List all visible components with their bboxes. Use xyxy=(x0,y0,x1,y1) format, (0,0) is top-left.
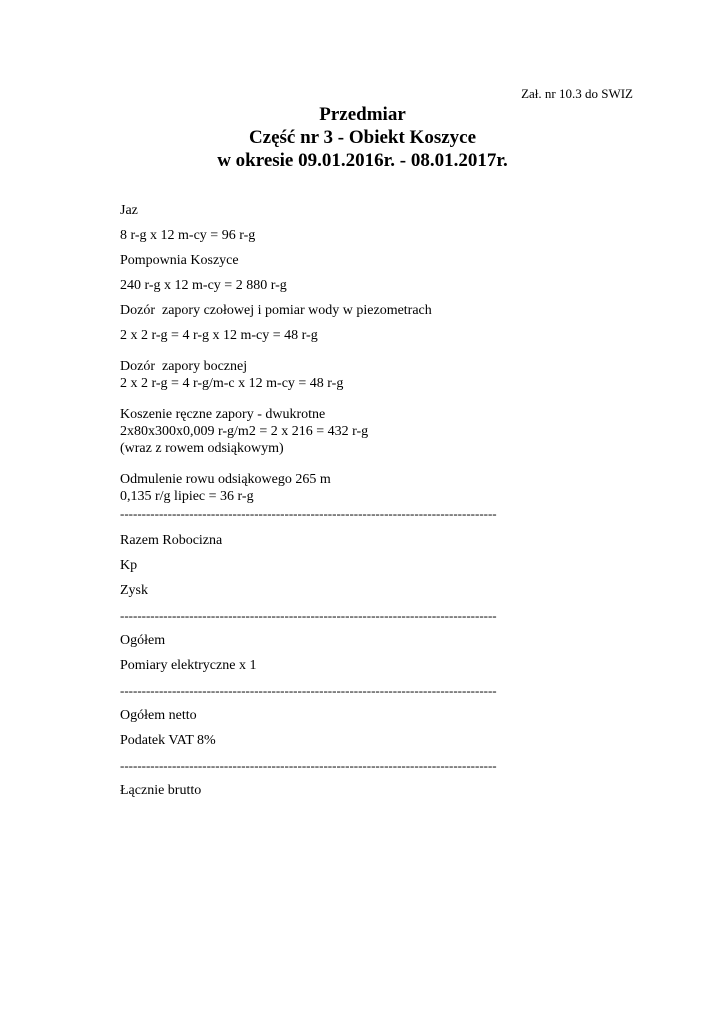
item-dozor-bocznej xyxy=(120,358,560,392)
document-title: Przedmiar xyxy=(319,104,406,125)
separator-line: --------------------------------------------------------------------------------------- xyxy=(120,608,497,623)
item-odmulenie xyxy=(120,471,560,505)
summary-pomiary: Pomiary elektryczne x 1 xyxy=(120,658,257,673)
item-dozor-czolowej-calc: 2 x 2 r-g = 4 r-g x 12 m-cy = 48 r-g xyxy=(120,328,318,343)
document-subtitle: Część nr 3 - Obiekt Koszyce xyxy=(248,127,477,148)
item-jaz-calc: 8 r-g x 12 m-cy = 96 r-g xyxy=(120,228,256,243)
document-body xyxy=(120,202,560,807)
summary-razem: Razem Robocizna xyxy=(120,533,223,548)
item-koszenie-label: Koszenie ręczne zapory - dwukrotne xyxy=(120,407,326,422)
summary-kp: Kp xyxy=(120,558,138,573)
separator-line: --------------------------------------------------------------------------------------- xyxy=(120,506,497,521)
item-odmulenie-label: Odmulenie rowu odsiąkowego 265 m xyxy=(120,472,331,487)
item-dozor-bocznej-calc: 2 x 2 r-g = 4 r-g/m-c x 12 m-cy = 48 r-g xyxy=(120,376,344,391)
document-period: w okresie 09.01.2016r. - 08.01.2017r. xyxy=(217,150,508,171)
summary-vat: Podatek VAT 8% xyxy=(120,733,216,748)
summary-brutto: Łącznie brutto xyxy=(120,783,202,798)
annex-note: Zał. nr 10.3 do SWIZ xyxy=(521,86,633,101)
item-pompownia-calc: 240 r-g x 12 m-cy = 2 880 r-g xyxy=(120,278,287,293)
title-block xyxy=(0,103,725,172)
item-odmulenie-calc: 0,135 r/g lipiec = 36 r-g xyxy=(120,489,254,504)
item-dozor-czolowej-label: Dozór zapory czołowej i pomiar wody w piezometrach xyxy=(120,303,432,318)
summary-ogolem: Ogółem xyxy=(120,633,166,648)
summary-zysk: Zysk xyxy=(120,583,148,598)
item-koszenie-calc: 2x80x300x0,009 r-g/m2 = 2 x 216 = 432 r-g xyxy=(120,424,369,439)
item-jaz-label: Jaz xyxy=(120,203,138,218)
summary-ogolem-netto: Ogółem netto xyxy=(120,708,197,723)
separator-line: --------------------------------------------------------------------------------------- xyxy=(120,758,497,773)
item-dozor-bocznej-label: Dozór zapory bocznej xyxy=(120,359,248,374)
separator-line: --------------------------------------------------------------------------------------- xyxy=(120,683,497,698)
item-pompownia-label: Pompownia Koszyce xyxy=(120,253,239,268)
item-koszenie xyxy=(120,406,560,457)
item-koszenie-note: (wraz z rowem odsiąkowym) xyxy=(120,441,284,456)
